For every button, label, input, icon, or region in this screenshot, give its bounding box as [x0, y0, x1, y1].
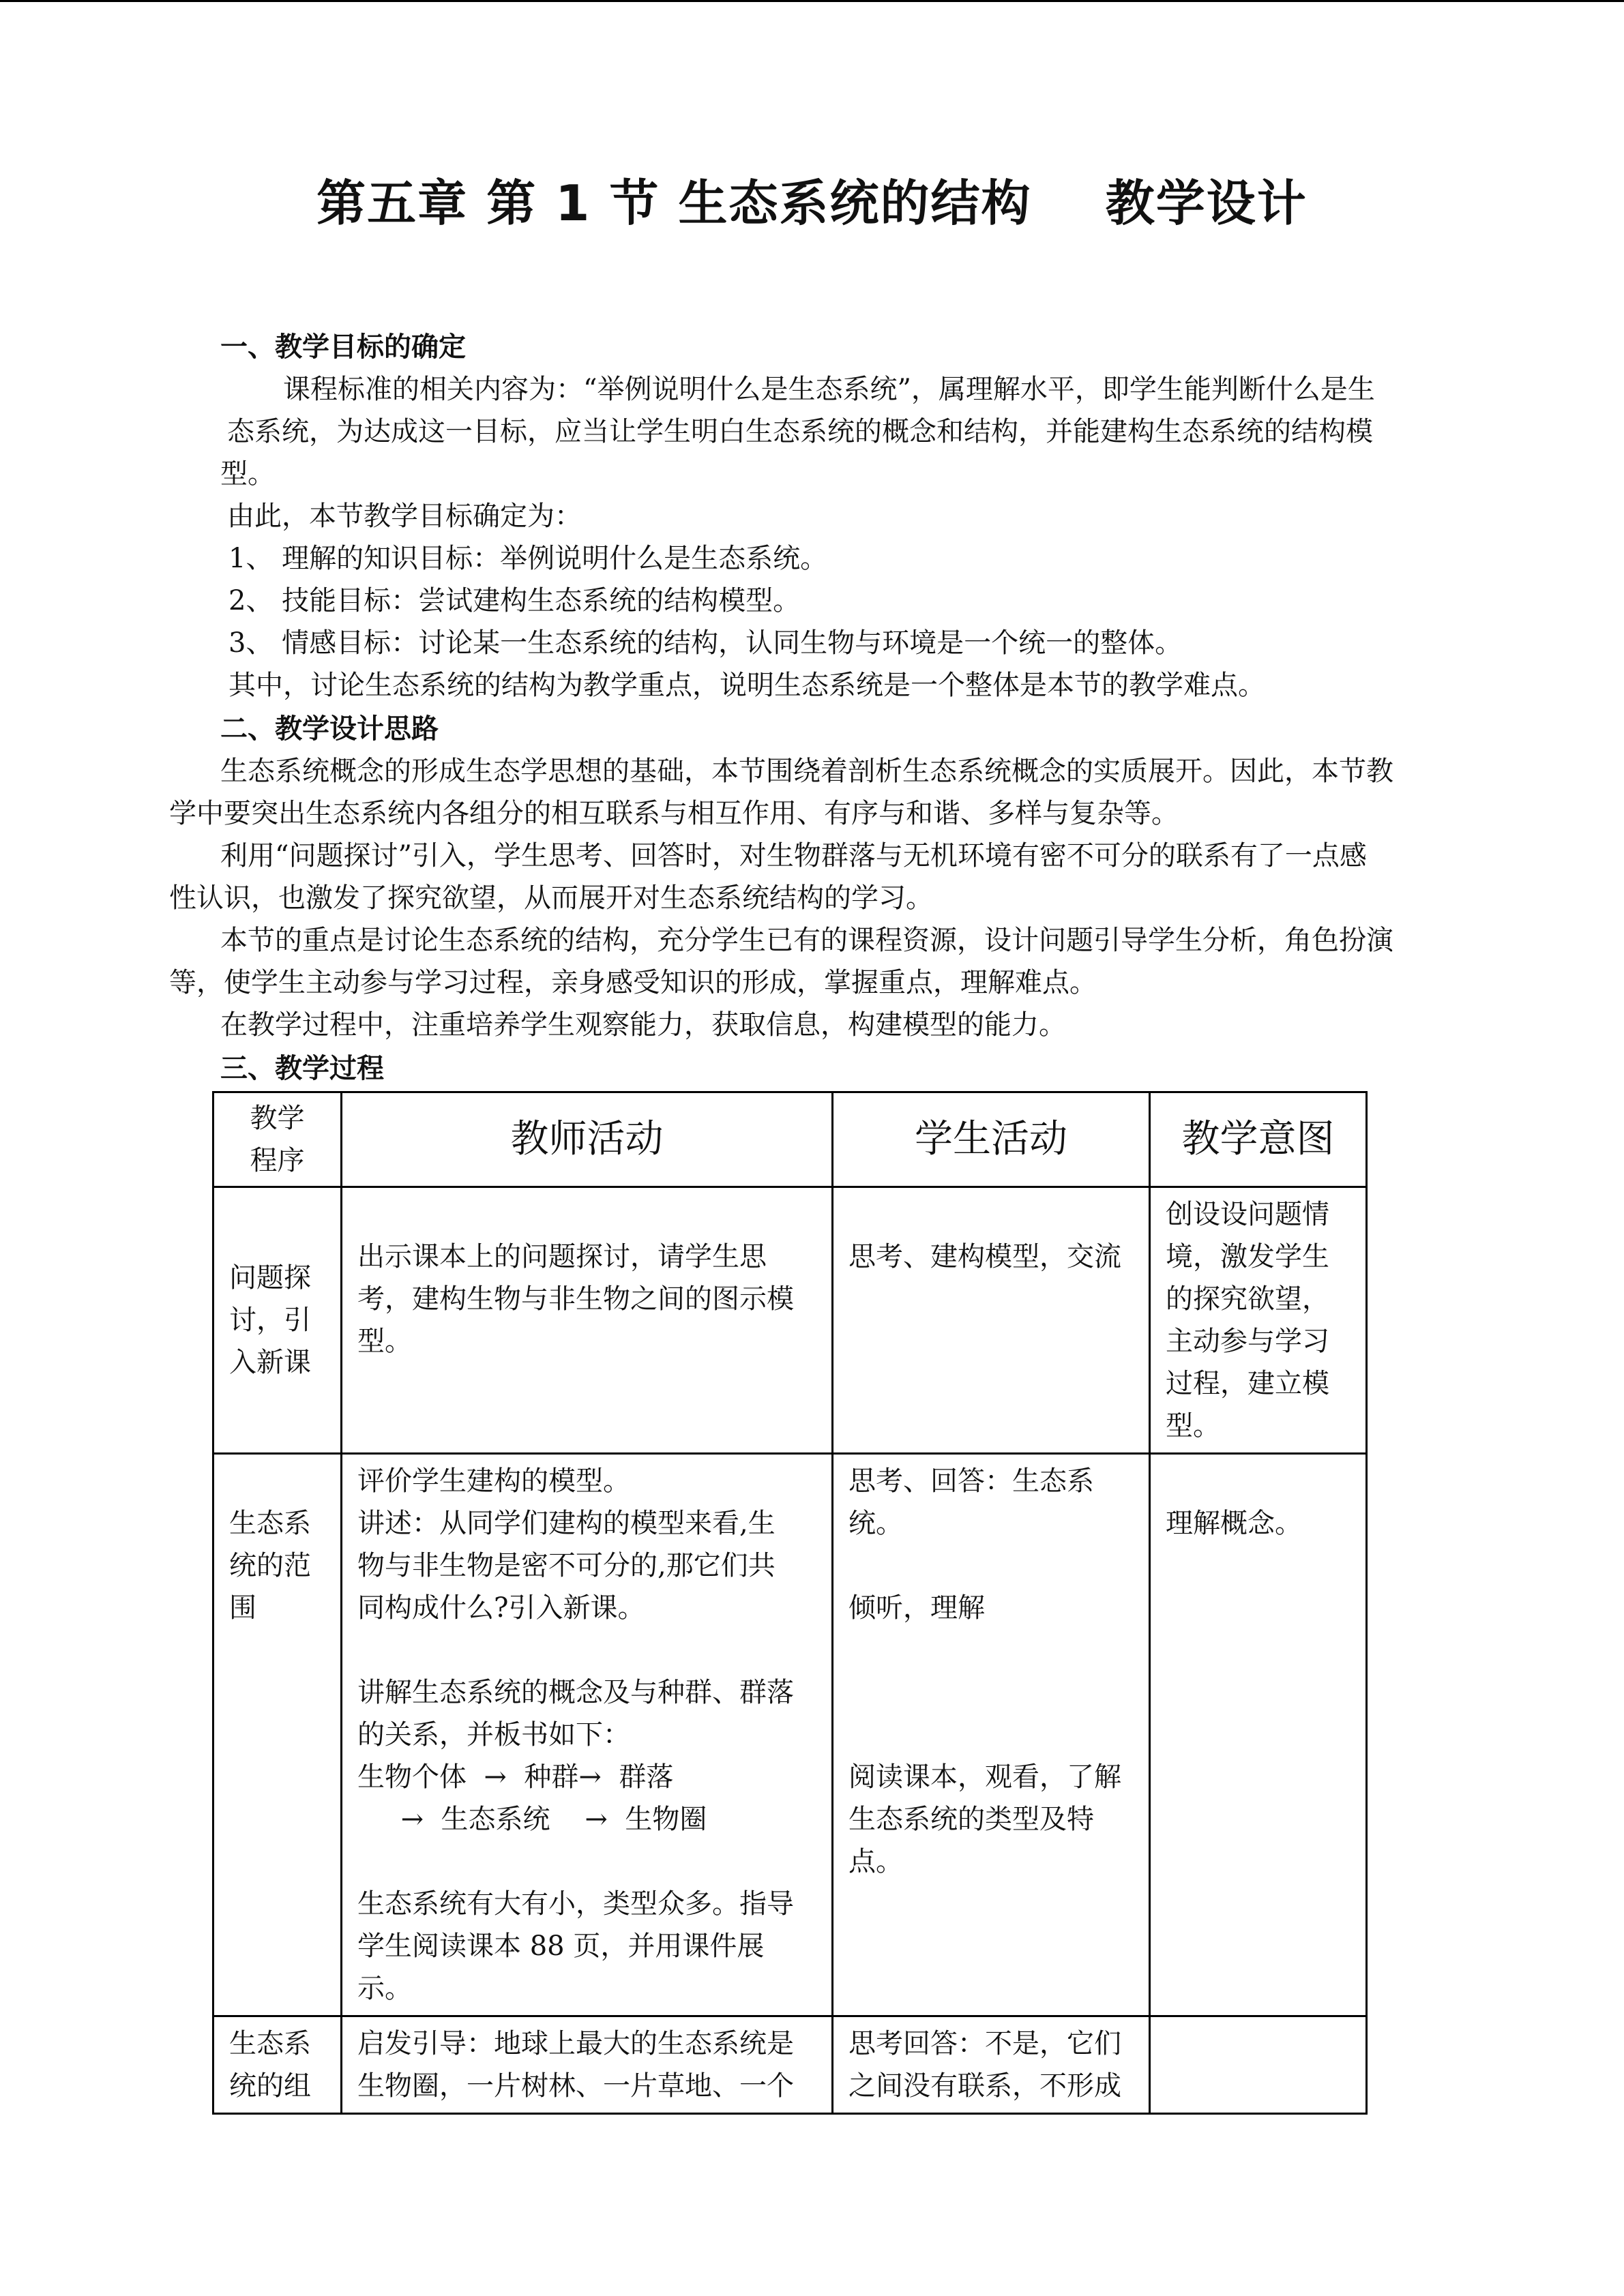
header-procedure: 教学 程序 [213, 1092, 342, 1187]
section1-line: 课程标准的相关内容为：“举例说明什么是生态系统”，属理解水平，即学生能判断什么是生 [283, 374, 1375, 405]
section1-line: 其中，讨论生态系统的结构为教学重点，说明生态系统是一个整体是本节的教学难点。 [228, 670, 1265, 701]
cell-teacher-activity: 启发引导：地球上最大的生态系统是 生物圈，一片树林、一片草地、一个 [342, 2016, 833, 2114]
cell-procedure: 生态系 统的范 围 [213, 1454, 342, 2016]
hierarchy-chain: 生物个体 → 种群→ 群落 [357, 1761, 674, 1793]
cell-teacher-activity: 出示课本上的问题探讨，请学生思 考，建构生物与非生物之间的图示模 型。 [342, 1187, 833, 1454]
header-teacher-activity: 教师活动 [342, 1092, 833, 1187]
section2-line: 性认识，也激发了探究欲望，从而展开对生态系统结构的学习。 [169, 882, 933, 914]
cell-procedure: 生态系 统的组 [213, 2016, 342, 2114]
section2-line: 学中要突出生态系统内各组分的相互联系与相互作用、有序与和谐、多样与复杂等。 [169, 798, 1179, 829]
header-student-activity: 学生活动 [833, 1092, 1150, 1187]
section1-line: 由此，本节教学目标确定为： [227, 501, 582, 532]
section1-goal-item: 3、 情感目标：讨论某一生态系统的结构，认同生物与环境是一个统一的整体。 [228, 627, 1183, 659]
section2-line: 等，使学生主动参与学习过程，亲身感受知识的形成，掌握重点，理解难点。 [169, 967, 1097, 998]
section2-heading: 二、教学设计思路 [220, 713, 439, 745]
section3-heading: 三、教学过程 [220, 1053, 384, 1084]
section1-line: 态系统，为达成这一目标，应当让学生明白生态系统的概念和结构，并能建构生态系统的结构模 [227, 416, 1373, 447]
section2-line: 利用“问题探讨”引入，学生思考、回答时，对生物群落与无机环境有密不可分的联系有了一点感 [220, 840, 1367, 871]
section1-goal-item: 2、 技能目标：尝试建构生态系统的结构模型。 [228, 585, 801, 616]
hierarchy-chain: → 生态系统 → 生物圈 [357, 1804, 707, 1835]
cell-student-activity: 思考、回答：生态系 统。 倾听，理解 阅读课本，观看，了解 生态系统的类型及特 点。 [833, 1454, 1150, 2016]
section2-line: 本节的重点是讨论生态系统的结构，充分学生已有的课程资源，设计问题引导学生分析，角色扮演 [220, 925, 1393, 956]
header-teaching-intent: 教学意图 [1150, 1092, 1367, 1187]
cell-procedure: 问题探 讨，引 入新课 [213, 1187, 342, 1454]
cell-teacher-activity: 评价学生建构的模型。 讲述：从同学们建构的模型来看,生 物与非生物是密不可分的,那它们共 同构成什么?引入新课。 讲解生态系统的概念及与种群、群落 的关系，并板书如下： 生物个体 → 种群→ 群落 → 生态系统 → 生物圈 生态系统有大有小，类型众多。指导 学生阅读课本 88 页，并用课件展 示。 [342, 1454, 833, 2016]
section1-line: 型。 [220, 458, 275, 490]
page-top-border [0, 0, 1624, 2]
section2-line: 生态系统概念的形成生态学思想的基础，本节围绕着剖析生态系统概念的实质展开。因此，本节教 [220, 756, 1393, 787]
page-title: 第五章 第 1 节 生态系统的结构 教学设计 [316, 175, 1308, 232]
section1-heading: 一、教学目标的确定 [220, 331, 466, 363]
cell-student-activity: 思考、建构模型，交流 [833, 1187, 1150, 1454]
table-row [213, 1454, 1367, 2016]
table-header-row [213, 1092, 1367, 1187]
section2-line: 在教学过程中，注重培养学生观察能力，获取信息，构建模型的能力。 [220, 1009, 1066, 1041]
section1-goal-item: 1、 理解的知识目标：举例说明什么是生态系统。 [228, 543, 828, 574]
cell-student-activity: 思考回答：不是，它们 之间没有联系，不形成 [833, 2016, 1150, 2114]
cell-teaching-intent: 理解概念。 [1150, 1454, 1367, 2016]
cell-teaching-intent [1150, 2016, 1367, 2114]
table-row [213, 2016, 1367, 2114]
teaching-process-table [212, 1091, 1368, 2115]
table-row [213, 1187, 1367, 1454]
cell-teaching-intent: 创设设问题情 境，激发学生 的探究欲望， 主动参与学习 过程，建立模 型。 [1150, 1187, 1367, 1454]
